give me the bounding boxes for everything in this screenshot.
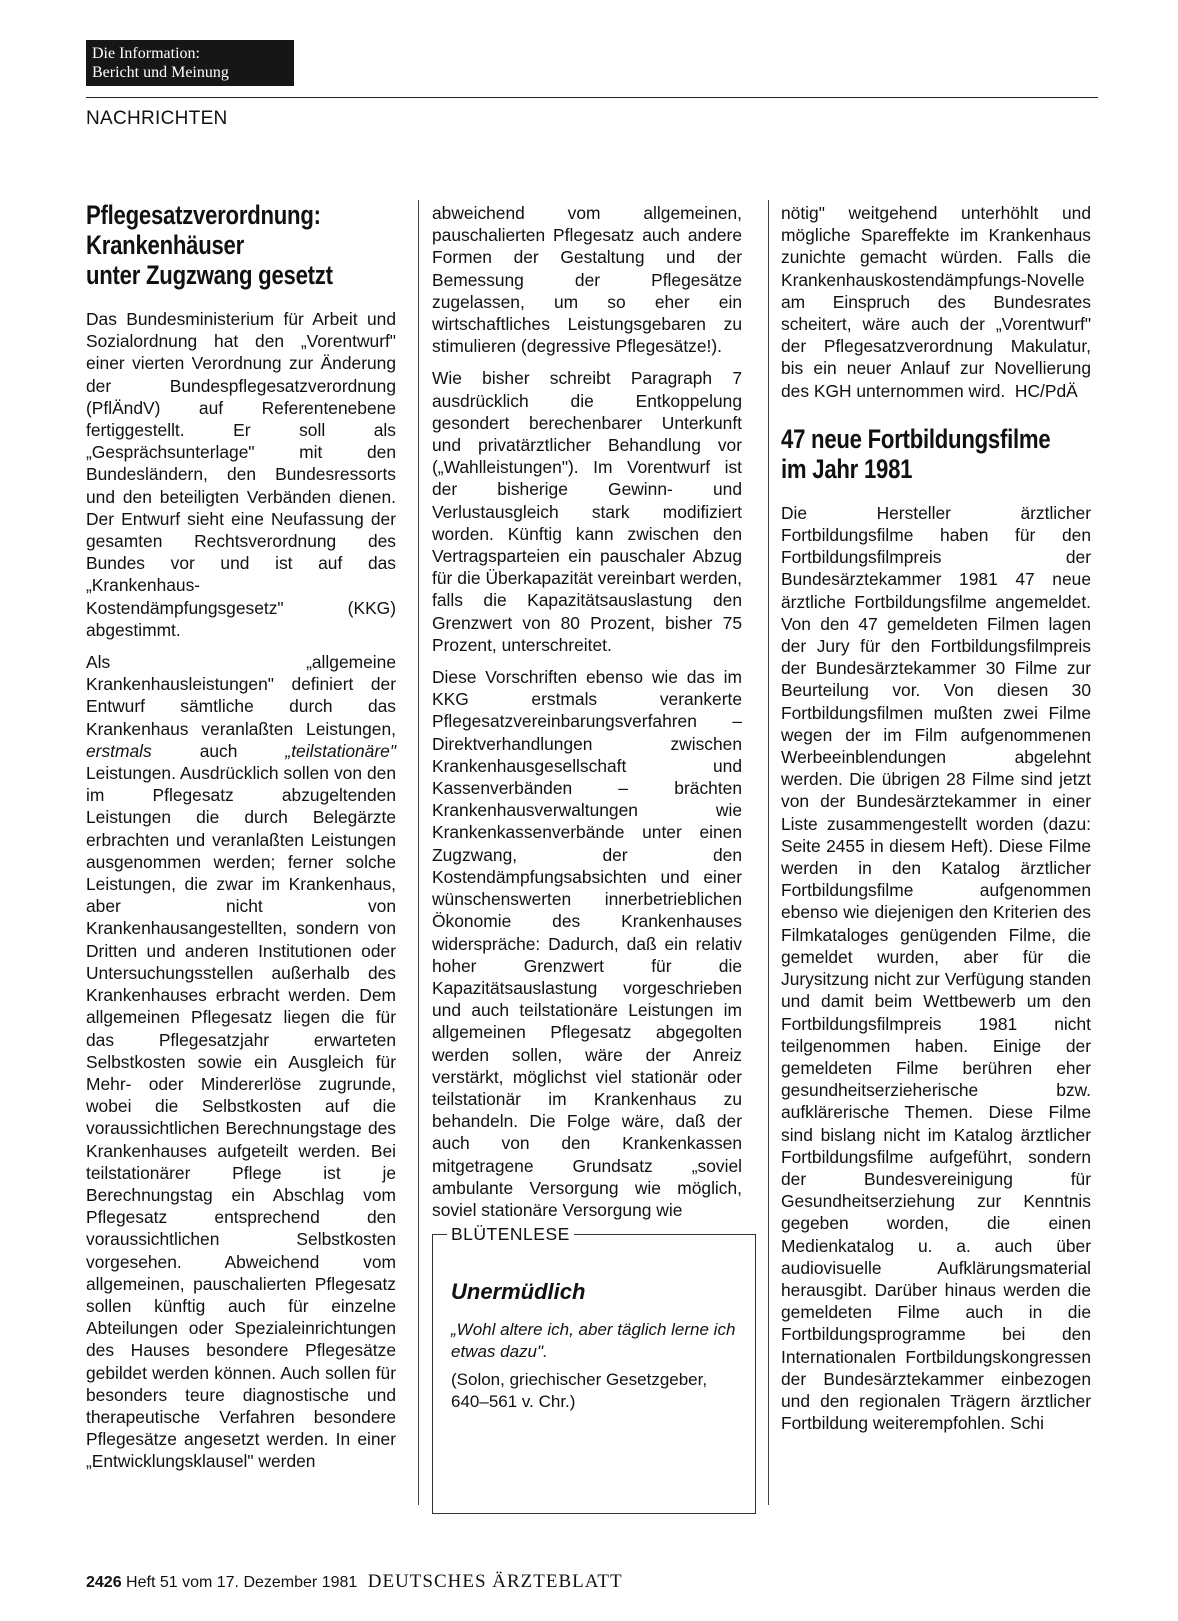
page-number: 2426: [86, 1574, 122, 1591]
article2-p1-text: Die Hersteller ärztlicher Fortbildungsfilme haben für den Fortbildungsfilmpreis der Bundesärztekammer 1981 47 neue ärztliche Fortbildungsfilme angemeldet. Von den 47 gemeldeten Filmen lagen der Jury für den Fortbildungsfilmpreis der Bundesärztekammer 30 Filme zur Beurteilung vor. Von diesen 30 Fortbildungsfilmen mußten zwei Filme wegen der im Film aufgenommenen Werbeeinblendungen abgelehnt werden. Die übrigen 28 Filme sind jetzt von der Bundesärztekammer in einer Liste zusammengestellt worden (dazu: Seite 2455 in diesem Heft). Diese Filme werden in den Katalog ärztlicher Fortbildungsfilme aufgenommen ebenso wie diejenigen den Kriterien des Filmkataloges genügenden Filme, die gemeldet wurden, aber für die Jurysitzung nicht zur Verfügung standen und damit beim Wettbewerb um den Fortbildungsfilmpreis 1981 nicht teilgenommen haben. Einige der gemeldeten Filme berühren eher gesundheitserzieherische bzw. aufklärerische Themen. Diese Filme sind bislang nicht im Katalog ärztlicher Fortbildungsfilme aufgeführt, sondern der Bundesvereinigung für Gesundheitserziehung zur Kenntnis gegeben worden, die einen Medienkatalog u. a. auch über audiovisuelle Aufklärungsmaterial herausgibt. Darüber hinaus werden die gemeldeten Filme auch in die Fortbildungsprogramme bei den Internationalen Fortbildungskongressen der Bundesärztekammer einbezogen und den regionalen Trägern ärztlicher Fortbildung weiterempfohlen.: [781, 502, 1091, 1434]
article1-p2-text-a: Als „allgemeine Krankenhausleistungen" definiert der Entwurf sämtliche durch das Krankenhaus veranlaßten Leistungen,: [86, 652, 396, 739]
article1-paragraph-1: Das Bundesministerium für Arbeit und Sozialordnung hat den „Vorentwurf" einer vierten Verordnung zur Änderung der Bundespflegesatzverordnung (PflÄndV) auf Referentenebene fertiggestellt. Er soll als „Gesprächsunterlage" mit den Bundesländern, den Bundesressorts und den beteiligten Verbänden dienen. Der Entwurf sieht eine Neufassung der gesamten Rechtsverordnung des Bundes vor und ist auf das „Krankenhaus-Kostendämpfungsgesetz" (KKG) abgestimmt.: [86, 309, 396, 640]
article2-headline-line1: 47 neue Fortbildungsfilme: [781, 423, 1051, 454]
article1-p2-emphasis-1: erstmals: [86, 740, 152, 761]
top-rule: [86, 97, 1098, 98]
column-1: [86, 200, 396, 1483]
box-label: BLÜTENLESE: [447, 1224, 574, 1245]
article2-headline: [781, 424, 1093, 484]
article1-signature: HC/PdÄ: [1014, 380, 1078, 401]
article1-p2-emphasis-2: „teilstationäre": [285, 740, 396, 761]
article1-p2-text-b: auch: [151, 740, 286, 761]
article1-p2-text-c: Leistungen. Ausdrücklich sollen von den im Pflegesatz abzugeltenden Leistungen die durch Belegärzte erbrachten und veranlaßten Leistungen ausgenommen werden; ferner solche Leistungen, die zwar im Krankenhaus, aber nicht von Krankenhausangestellten, sondern von Dritten und anderen Institutionen oder Untersuchungsstellen außerhalb des Krankenhauses erbracht werden. Dem allgemeinen Pflegesatz liegen die für das Pflegesatzjahr erwarteten Selbstkosten sowie ein Ausgleich für Mehr- oder Mindererlöse zugrunde, wobei die Selbstkosten auf die voraussichtlichen Berechnungstage des Krankenhauses aufgeteilt werden. Bei teilstationärer Pflege ist je Berechnungstag ein Abschlag vom Pflegesatz entsprechend den voraussichtlichen Selbstkosten vorgesehen. Abweichend vom allgemeinen, pauschalierten Pflegesatz sollen künftig auch für einzelne Abteilungen oder Spezialeinrichtungen des Hauses besondere Pflegesätze gebildet werden können. Auch sollen für besonders teure diagnostische und therapeutische Verfahren besondere Pflegesätze angesetzt werden. In einer „Entwicklungsklausel" werden: [86, 763, 396, 1472]
article1-paragraph-4: Wie bisher schreibt Paragraph 7 ausdrücklich die Entkoppelung gesondert berechenbarer Unterkunft und privatärztlicher Behandlung vor („Wahlleistungen"). Im Vorentwurf ist der bisherige Gewinn- und Verlustausgleich stark modifiziert worden. Künftig kann zwischen den Vertragsparteien ein pauschaler Abzug für die Überkapazität vereinbart werden, falls die Kapazitätsauslastung den Grenzwert von 80 Prozent, bisher 75 Prozent, unterschreitet.: [432, 368, 742, 655]
box-quote: „Wohl altere ich, aber täglich lerne ich etwas dazu".: [451, 1320, 736, 1361]
article1-paragraph-2: [86, 651, 396, 1473]
article1-p6-text: nötig" weitgehend unterhöhlt und mögliche Spareffekte im Krankenhaus zunichte gemacht würden. Falls die Krankenhauskostendämpfungs-Novelle am Einspruch des Bundesrates scheitert, wäre auch der „Vorentwurf" der Pflegesatzverordnung Makulatur, bis ein neuer Anlauf zur Novellierung des KGH unternommen wird.: [781, 203, 1091, 401]
journal-name: DEUTSCHES ÄRZTEBLATT: [367, 1571, 623, 1592]
article1-headline: [86, 200, 398, 290]
masthead-line1: Die Information:: [92, 45, 200, 62]
article1-paragraph-5: Diese Vorschriften ebenso wie das im KKG erstmals verankerte Pflegesatzvereinbarungsverfahren – Direktverhandlungen zwischen Krankenhausgesellschaft und Kassenverbänden – brächten Krankenhausverwaltungen wie Krankenkassenverbände unter einen Zugzwang, der den Kostendämpfungsabsichten und einer wünschenswerten innerbetrieblichen Ökonomie des Krankenhauses widerspräche: Dadurch, daß ein relativ hoher Grenzwert für die Kapazitätsauslastung vorgeschrieben und auch teilstationäre Leistungen im allgemeinen Pflegesatz abgegolten werden sollen, wäre der Anreiz verstärkt, möglichst viel stationär oder teilstationär im Krankenhaus zu behandeln. Die Folge wäre, daß der auch von den Krankenkassen mitgetragene Grundsatz „soviel ambulante Versorgung wie möglich, soviel stationäre Versorgung wie: [432, 667, 742, 1220]
article1-headline-line1: Pflegesatzverordnung:: [86, 200, 321, 230]
masthead-line2: Bericht und Meinung: [92, 64, 229, 81]
article1-paragraph-3: abweichend vom allgemeinen, pauschalierten Pflegesatz auch andere Formen der Gestaltung und der Bemessung der Pflegesätze zugelassen, um so eher ein wirtschaftliches Leistungsgebaren zu stimulieren (degressive Pflegesätze!).: [432, 203, 742, 357]
box-title: Unermüdlich: [451, 1279, 586, 1304]
article2-paragraph-1: [781, 502, 1091, 1435]
article2-headline-line2: im Jahr 1981: [781, 453, 913, 484]
article1-paragraph-6: [781, 202, 1091, 402]
page-footer: [86, 1571, 623, 1593]
section-label: NACHRICHTEN: [86, 108, 228, 129]
column-2: [432, 202, 742, 1231]
column-divider-1: [418, 200, 419, 1505]
issue-info: Heft 51 vom 17. Dezember 1981: [126, 1574, 358, 1591]
article2-signature: Schi: [1010, 1413, 1044, 1434]
article1-headline-line2: Krankenhäuser: [86, 230, 245, 260]
masthead: [86, 40, 294, 86]
box-source: (Solon, griechischer Gesetzgeber, 640–561 v. Chr.): [451, 1370, 708, 1411]
column-divider-2: [768, 200, 769, 1505]
article1-headline-line3: unter Zugzwang gesetzt: [86, 260, 333, 290]
bluetenlese-box: [432, 1224, 756, 1514]
column-3: [781, 202, 1091, 1444]
